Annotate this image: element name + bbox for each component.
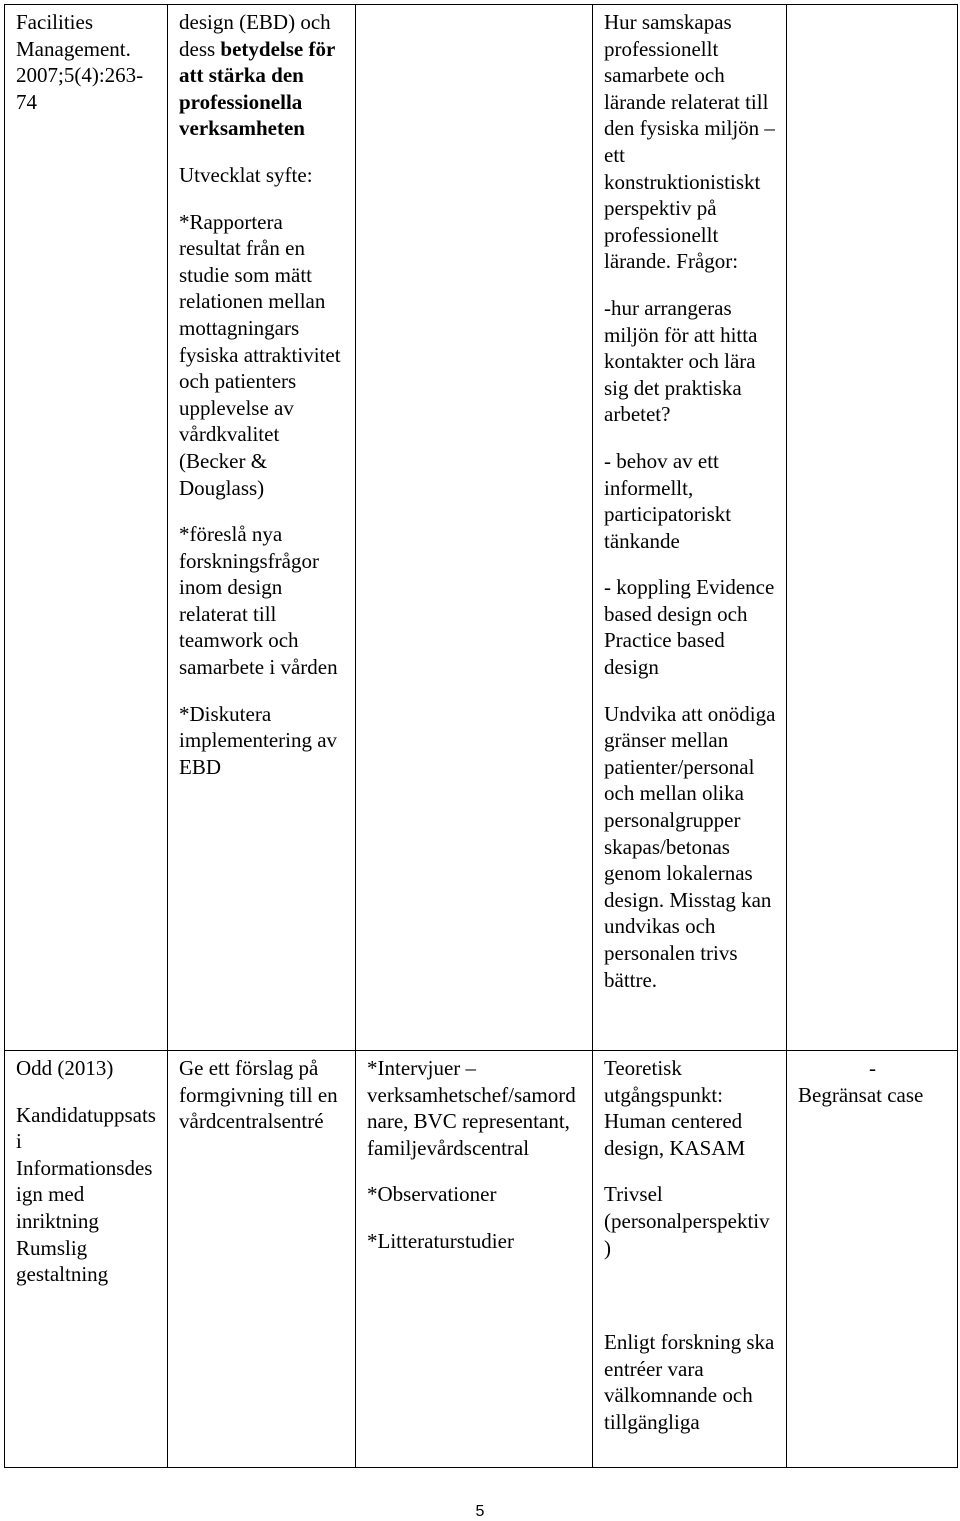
table-cell-aim bbox=[168, 5, 356, 1051]
method-text: *Intervjuer – verksamhetschef/samordnare, BVC representant, familjevårdscentral bbox=[367, 1056, 576, 1160]
aim-text: Ge ett förslag på formgivning till en vårdcentralsentré bbox=[179, 1056, 338, 1134]
aim-title bbox=[179, 9, 345, 142]
result-text: Undvika att onödiga gränser mellan patienter/personal och mellan olika personalgrupper skapas/betonas genom lokalernas design. Misstag kan undvikas och personalen trivs bättre. bbox=[604, 701, 776, 992]
aim-text: *Diskutera implementering av EBD bbox=[179, 701, 338, 779]
spacer bbox=[604, 1281, 776, 1329]
aim-title-bold: betydelse för att stärka den professionella verksamheten bbox=[179, 36, 335, 141]
table-cell-source bbox=[5, 1051, 168, 1468]
aim-title-plain: design (EBD) och dess bbox=[179, 10, 331, 61]
table-cell-method bbox=[356, 1051, 593, 1468]
method-text: *Litteraturstudier bbox=[367, 1228, 514, 1253]
table-cell-limitation bbox=[787, 1051, 958, 1468]
table-cell-aim bbox=[168, 1051, 356, 1468]
result-text: -hur arrangeras miljön för att hitta kontakter och lära sig det praktiska arbetet? bbox=[604, 295, 758, 427]
page-number: 5 bbox=[475, 1503, 485, 1520]
table-row bbox=[5, 1051, 958, 1468]
result-text: Enligt forskning ska entréer vara välkomnande och tillgängliga bbox=[604, 1330, 775, 1434]
table-cell-result bbox=[593, 5, 787, 1051]
table-cell-result bbox=[593, 1051, 787, 1468]
table-row bbox=[5, 5, 958, 1051]
aim-text: Utvecklat syfte: bbox=[179, 162, 313, 187]
source-text: Facilities Management. 2007;5(4):263-74 bbox=[16, 10, 144, 114]
aim-text: *Rapportera resultat från en studie som mätt relationen mellan mottagningars fysiska attraktivitet och patienters upplevelse av vårdkvalitet (Becker & Douglass) bbox=[179, 209, 341, 500]
method-text: *Observationer bbox=[367, 1182, 497, 1207]
result-text: Hur samskapas professionellt samarbete och lärande relaterat till den fysiska miljön – ett konstruktionistiskt perspektiv på professionellt lärande. Frågor: bbox=[604, 10, 775, 274]
limitation-text: Begränsat case bbox=[798, 1082, 924, 1107]
source-text: Odd (2013) bbox=[16, 1056, 114, 1080]
result-text: - koppling Evidence based design och Practice based design bbox=[604, 575, 775, 680]
result-text: Teoretisk utgångspunkt: Human centered design, KASAM bbox=[604, 1056, 746, 1160]
table-cell-method bbox=[356, 5, 593, 1051]
result-text: Trivsel (personalperspektiv) bbox=[604, 1182, 770, 1260]
result-text: - behov av ett informellt, participatoriskt tänkande bbox=[604, 448, 732, 553]
aim-text: *föreslå nya forskningsfrågor inom design relaterat till teamwork och samarbete i vården bbox=[179, 522, 338, 680]
source-text: Kandidatuppsats i Informationsdesign med inriktning Rumslig gestaltning bbox=[16, 1102, 156, 1287]
limitation-dash: - bbox=[869, 1056, 876, 1080]
table-cell-limitation bbox=[787, 5, 958, 1051]
table-cell-source bbox=[5, 5, 168, 1051]
literature-review-table bbox=[4, 4, 958, 1468]
